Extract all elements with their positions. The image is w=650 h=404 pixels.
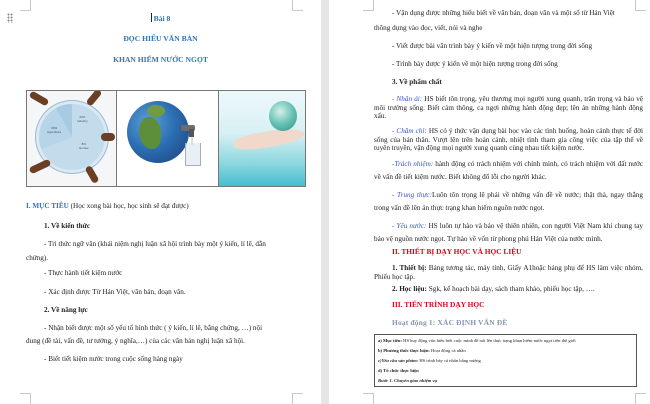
section-objectives <box>26 202 189 211</box>
hand-graphic <box>86 91 103 107</box>
hand-graphic <box>84 165 99 184</box>
competence-item-1-cont: dung (đề tài, vấn đề, tư tưởng, ý nghĩa,…) của các văn bản nghị luận xã hội. <box>26 337 245 345</box>
activity-heading: Hoạt động 1: XÁC ĐỊNH VẤN ĐỀ <box>392 318 508 327</box>
quality-label: -Trách nhiệm: <box>392 160 434 168</box>
lesson-label <box>0 13 321 23</box>
margin-corner-mark <box>20 0 31 11</box>
margin-corner-mark <box>292 0 303 11</box>
quality-text: HS luôn tự hào và bảo vệ thiên nhiên, con người Việt Nam khi chung tay bảo vệ nguồn nước ngọt. Tự hào về vốn từ phong phú Hán Việt của nước mình. <box>374 222 643 243</box>
text-cursor <box>151 13 152 22</box>
activity-objective-row: a) Mục tiêu: HS huy động vốn hiểu biết cuộc mình để nói lên thực trạng khan hiếm nước ngọt trên thế giới <box>378 338 576 343</box>
document-title-line-1: ĐỌC HIỂU VĂN BẢN <box>123 34 198 43</box>
continent-graphic <box>139 117 161 149</box>
competence-item-3-cont: thông dụng vào đọc, viết, nói và nghe <box>374 24 483 32</box>
equipment-text: Bảng tương tác, máy tính, Giấy A1hoặc bảng phụ để HS làm việc nhóm, Phiếu học tập. <box>374 264 643 281</box>
faucet-spout <box>189 129 194 137</box>
subheading-knowledge: 1. Về kiến thức <box>44 222 91 230</box>
section-note: (Học xong bài học, học sinh sẽ đạt được) <box>70 202 189 210</box>
quality-label: - Trung thực: <box>392 191 432 199</box>
section-heading-objectives: I. MỤC TIÊU <box>26 202 69 210</box>
margin-corner-mark <box>635 393 646 404</box>
activity-product-row: c)Yêu cầu sản phẩm: HS trình bày cá nhân bằng miệng <box>378 358 481 363</box>
hand-graphic <box>101 133 115 141</box>
water-usage-pie-image[interactable] <box>27 91 116 186</box>
margin-corner-mark <box>635 0 646 11</box>
quality-diligence <box>374 127 643 153</box>
pie-label-industry: 23% Industry <box>77 115 88 123</box>
competence-item-5: - Trình bày được ý kiến về một hiện tượng trong đời sống <box>392 60 558 68</box>
competence-item-2: - Biết tiết kiệm nước trong cuộc sống hàng ngày <box>44 355 183 363</box>
quality-patriotism <box>374 220 643 246</box>
subheading-competence: 2. Về năng lực <box>44 306 88 314</box>
hand-graphic <box>29 91 50 107</box>
pie-label-homes: 8% Homes <box>79 142 89 150</box>
knowledge-item-1-cont: chứng). <box>26 254 49 262</box>
competence-item-3: - Vận dụng được những hiểu biết về văn bản, đoạn văn và một số từ Hán Việt <box>392 9 615 17</box>
quality-label: - Nhân ái: <box>392 95 423 103</box>
quality-honesty <box>374 189 643 215</box>
margin-corner-mark <box>292 393 303 404</box>
document-title-line-2: KHAN HIẾM NƯỚC NGỌT <box>113 55 208 64</box>
section-heading-process: III. TIẾN TRÌNH DẠY HỌC <box>392 300 485 309</box>
knowledge-item-2: - Thực hành tiết kiệm nước <box>44 269 123 277</box>
quality-text: hành động có trách nhiệm với chính mình, có trách nhiệm với đất nước về vấn đề tiết kiệm nước. Biết không đổ lỗi cho người khác. <box>374 160 643 181</box>
pie-label-agriculture: 69% Agriculture <box>47 126 62 134</box>
continent-graphic <box>147 105 165 117</box>
hand-graphic <box>29 159 52 175</box>
knowledge-item-3: - Xác định được Từ Hán Việt, văn bản, đoạn văn. <box>44 288 186 296</box>
subheading-qualities: 3. Về phẩm chất <box>392 78 442 86</box>
glass-globe-graphic <box>269 101 297 131</box>
image-table[interactable] <box>26 90 306 187</box>
quality-responsibility <box>374 158 643 184</box>
margin-corner-mark <box>20 393 31 404</box>
quality-text: HS biết tôn trọng, yêu thương mọi người xung quanh, trân trọng và bảo vệ môi trường sống. Biết cảm thông, ca ngợi những hành động đẹp; lên án những hành động xấu. <box>374 95 643 121</box>
margin-corner-mark <box>363 393 374 404</box>
document-page-1 <box>0 0 321 404</box>
competence-item-4: - Viết được bài văn trình bày ý kiến về một hiện tượng trong đời sống <box>392 42 593 50</box>
hand-holding-globe-image[interactable] <box>218 91 305 186</box>
quality-text: Luôn tôn trọng lẽ phải về những vấn đề về nước; thật thà, ngay thẳng trong vấn đề lên án thực trạng khan hiếm nguồn nước ngọt. <box>374 191 643 212</box>
quality-kindness <box>374 95 643 121</box>
activity-info-table[interactable] <box>374 334 637 387</box>
materials-paragraph <box>392 285 595 294</box>
glass-icon <box>185 143 201 166</box>
competence-item-1: - Nhận biết được một số yếu tố hình thức ( ý kiến, lí lẽ, bằng chứng, …) nội <box>44 324 263 332</box>
lesson-label-text: Bài 8 <box>153 14 171 23</box>
activity-step1-row: Bước 1. Chuyển giao nhiệm vụ <box>378 378 438 383</box>
quality-label: - Chăm chỉ: <box>392 127 427 135</box>
margin-corner-mark <box>363 0 374 11</box>
equipment-label: 1. Thiết bị: <box>392 264 427 272</box>
equipment-paragraph <box>374 264 643 282</box>
quality-label: - Yêu nước: <box>392 222 427 230</box>
hand-graphic <box>232 125 305 153</box>
quality-text: HS có ý thức vận dụng bài học vào các tình huống, hoàn cảnh thực tế đời sống của bản thân. Vượt lên trên hoàn cảnh, nhiệt tình tham gia công việc của tập thể về tuyên truyền, vận động mọi người xung quanh cùng nhau tiết kiệm nước. <box>374 127 644 153</box>
activity-method-row: b) Phương thức thực hiện: Hoạt động cá nhân <box>378 348 466 353</box>
materials-text: Sgk, kế hoạch bài dạy, sách tham khảo, phiếu học tập, …. <box>426 285 595 293</box>
activity-organize-row: d) Tổ chức thực hiện <box>378 368 419 373</box>
knowledge-item-1: - Tri thức ngữ văn (khái niệm nghị luận xã hội trình bày một ý kiến, lí lẽ, dẫn <box>44 240 266 248</box>
earth-faucet-image[interactable] <box>116 91 218 186</box>
materials-label: 2. Học liệu: <box>392 285 427 293</box>
section-heading-equipment: II. THIẾT BỊ DẠY HỌC VÀ HỌC LIỆU <box>392 247 522 256</box>
